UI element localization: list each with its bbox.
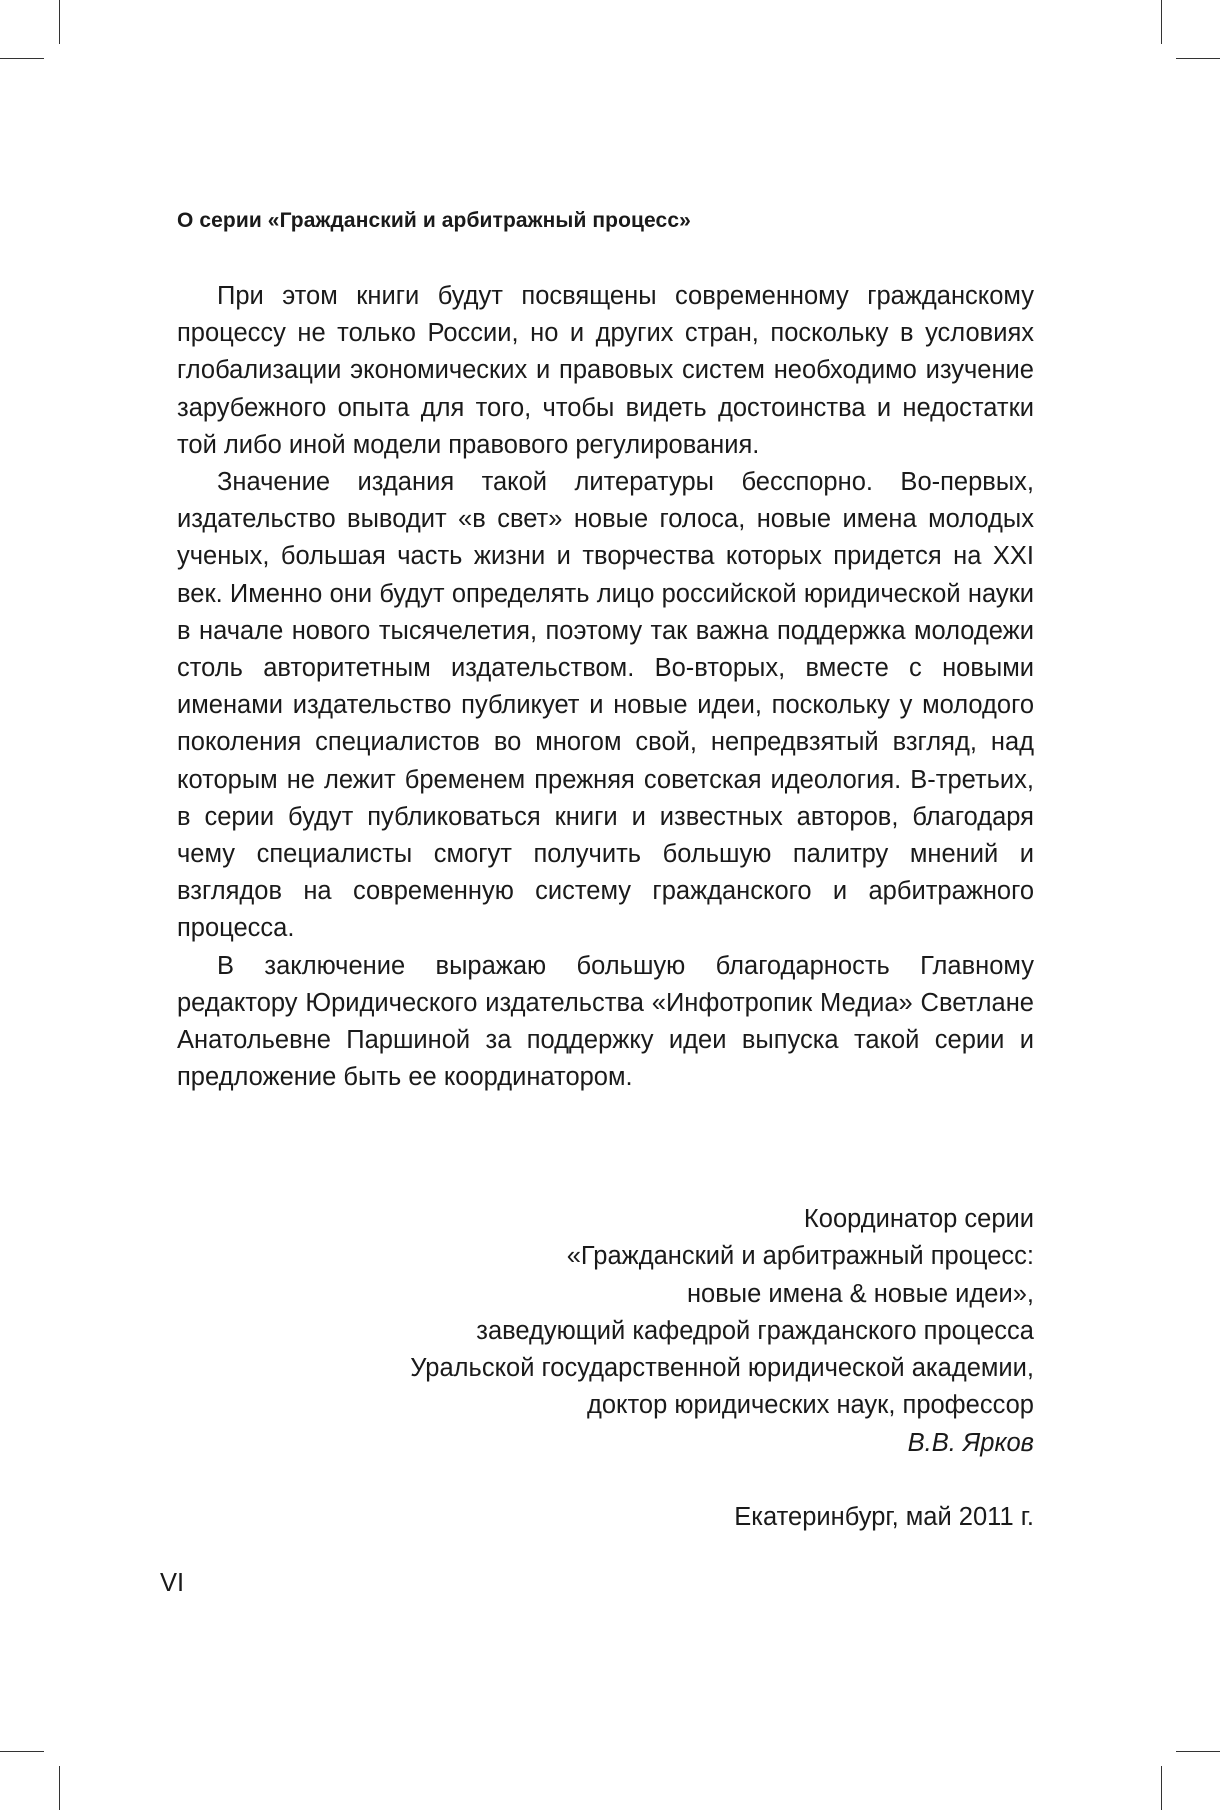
paragraph: Значение издания такой литературы бесспорно. Во-первых, издательство выводит «в свет» новые голоса, новые имена молодых ученых, большая часть жизни и творчества которых придется на XXI век. Именно они будут определять лицо российской юридической науки в начале нового тысячелетия, поэтому так важна поддержка молодежи столь авторитетным издательством. Во-вторых, вместе с новыми именами издательство публикует и новые идеи, поскольку у молодого поколения специалистов во многом свой, непредвзятый взгляд, над которым не лежит бременем прежняя советская идеология. В-третьих, в серии будут публиковаться книги и известных авторов, благодаря чему специалисты смогут получить большую палитру мнений и взглядов на современную систему гражданского и арбитражного процесса. [177,468,1034,943]
place-date: Екатеринбург, май 2011 г. [734,1503,1034,1531]
crop-mark-top-right-horizontal [1176,58,1220,59]
signature-line: «Гражданский и арбитражный процесс: [566,1242,1034,1271]
signature-line: заведующий кафедрой гражданского процесса [476,1316,1034,1345]
signature-line: новые имена & новые идеи», [686,1279,1034,1308]
running-head: О серии «Гражданский и арбитражный процесс» [177,209,691,232]
crop-mark-top-right-vertical [1161,0,1162,44]
page-number: VI [160,1569,185,1597]
crop-mark-top-left-horizontal [0,58,44,59]
crop-mark-top-left-vertical [59,0,60,44]
signature-line: доктор юридических наук, профессор [586,1391,1034,1420]
paragraph: В заключение выражаю большую благодарность Главному редактору Юридического издательства «Инфотропик Медиа» Светлане Анатольевне Паршиной за поддержку идеи выпуска такой серии и предложение быть ее координатором. [177,951,1034,1092]
crop-mark-bottom-right-vertical [1161,1766,1162,1810]
crop-mark-bottom-left-horizontal [0,1751,44,1752]
paragraph: При этом книги будут посвящены современному гражданскому процессу не только России, но и других стран, поскольку в условиях глобализации экономических и правовых систем необходимо изучение зарубежного опыта для того, чтобы видеть достоинства и недостатки той либо иной модели правового регулирования. [177,282,1034,459]
signature-line: Координатор серии [803,1205,1034,1233]
body-text [177,278,1034,1096]
signature-block [410,1201,1034,1462]
author-name: В.В. Ярков [907,1428,1034,1457]
crop-mark-bottom-left-vertical [59,1766,60,1810]
crop-mark-bottom-right-horizontal [1176,1751,1220,1752]
signature-line: Уральской государственной юридической академии, [410,1354,1034,1383]
